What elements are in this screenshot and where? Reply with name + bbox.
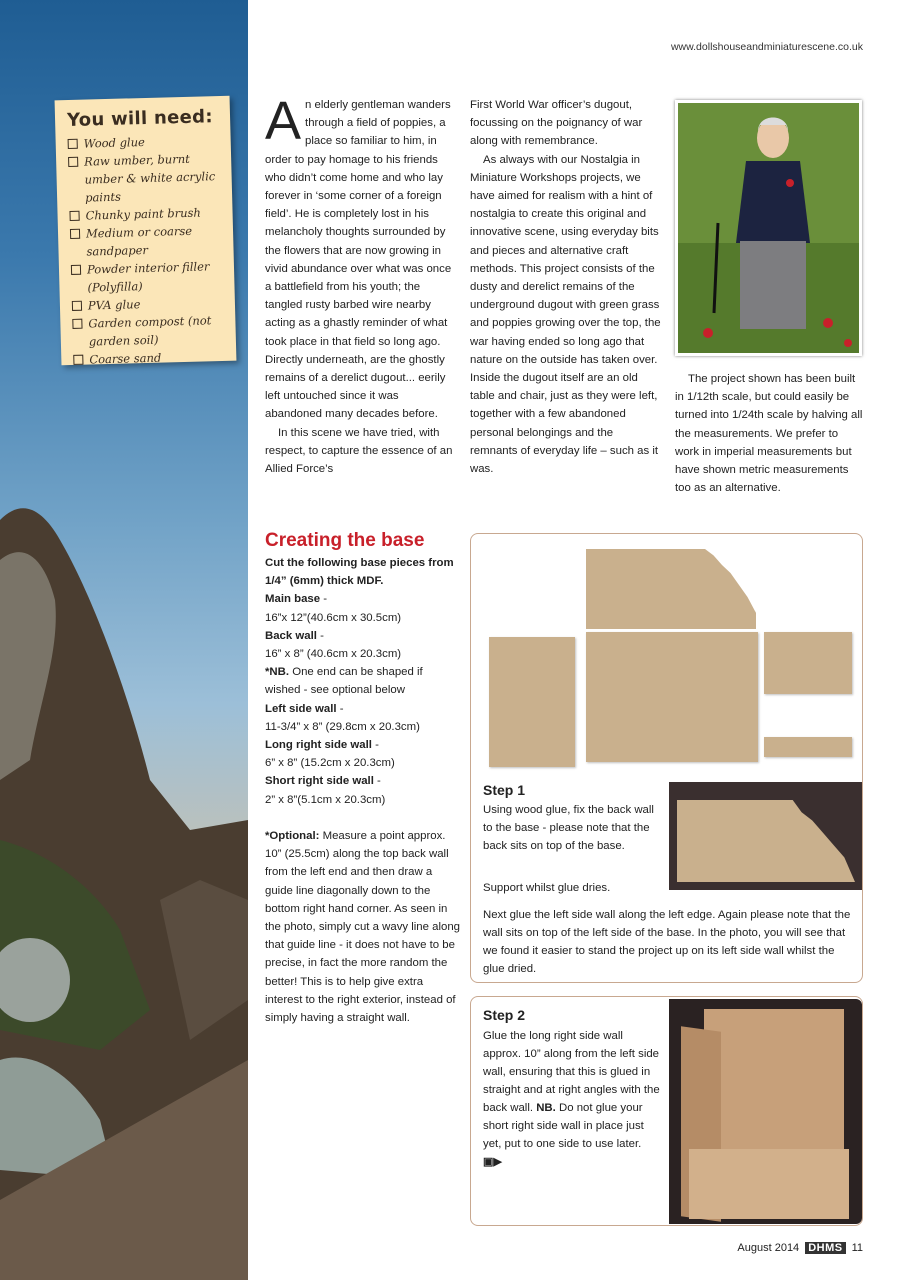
step-1-panel bbox=[470, 533, 863, 983]
materials-item: Medium or coarse sandpaper bbox=[70, 221, 224, 261]
intro-paragraph: First World War officer’s dugout, focussing on the poignancy of war along with remembrance. bbox=[470, 99, 643, 148]
site-url: www.dollshouseandminiaturescene.co.uk bbox=[670, 41, 863, 53]
checkbox-icon bbox=[73, 355, 83, 365]
continue-arrow-icon: ▣▶ bbox=[483, 1156, 502, 1168]
intro-paragraph: As always with our Nostalgia in Miniature Workshops projects, we have aimed for realism with a hint of nostalgia to create this original and innovative scene, using everyday bits and pieces and alternative craft methods. This project consists of the dusty and derelict remains of the underground dugout with green grass and poppies growing over the top, the war having ended so long ago that nature on the outside has taken over. Inside the dugout itself are an old table and chair, just as they were left, together with a few abandoned personal belongings and the remnants of everyday life – such as it was. bbox=[470, 153, 661, 476]
optional-note: *Optional: Measure a point approx. 10” (25.5cm) along the top back wall from the left end and then draw a guide line diagonally down to the bottom right hand corner. As seen in the photo, simply cut a wavy line along that guide line - it does not have to be precise, in fact the more random the better! This is to help give extra interest to the right exterior, instead of simply having a straight wall. bbox=[265, 830, 461, 1025]
mdf-side-wall bbox=[489, 637, 575, 767]
intro-column-2 bbox=[470, 96, 663, 478]
step-2-panel bbox=[470, 996, 863, 1226]
step-text: Glue the long right side wall approx. 10” along from the left side wall, ensuring that this is glued in straight and at right angles with the back wall. NB. Do not glue your short right side wall in place just yet, put to one side to use later. ▣▶ bbox=[483, 1030, 660, 1168]
step-heading: Step 1 bbox=[483, 782, 526, 798]
checkbox-icon bbox=[72, 319, 82, 329]
mdf-long-right-wall bbox=[764, 632, 852, 694]
checkbox-icon bbox=[70, 229, 80, 239]
step-2-photo bbox=[669, 999, 862, 1224]
issue-date: August 2014 bbox=[737, 1242, 800, 1254]
intro-paragraph: The project shown has been built in 1/12th scale, but could easily be turned into 1/24th scale by halving all the measurements. We prefer to work in imperial measurements but have shown metric measurements too as an alternative. bbox=[675, 373, 863, 495]
materials-item: PVA glue bbox=[72, 293, 225, 315]
section-heading: Creating the base bbox=[265, 530, 425, 551]
step-text: Using wood glue, fix the back wall to the base - please note that the back sits on top of the base. bbox=[483, 804, 654, 852]
checkbox-icon bbox=[69, 211, 79, 221]
page-number: 11 bbox=[851, 1242, 863, 1254]
step-text: Support whilst glue dries. bbox=[483, 882, 611, 894]
page-footer bbox=[737, 1242, 863, 1254]
mdf-short-right-wall bbox=[764, 737, 852, 757]
materials-item: Garden compost (not garden soil) bbox=[72, 311, 226, 351]
step-text: Next glue the left side wall along the left edge. Again please note that the wall sits on top of the left side of the base. In the photo, you will see that we found it easier to stand the project up on its left side wall whilst the glue dried. bbox=[483, 909, 851, 975]
intro-paragraph: n elderly gentleman wanders through a field of poppies, a place so familiar to him, in order to pay homage to his friends who didn’t come home and who lay forever in ‘some corner of a foreign field’. He is completely lost in his melancholy thoughts surrounded by the flowers that are now growing in vivid abundance over what was once a battlefield from his youth; the tangled rusty barbed wire nearby acting as a ghastly reminder of what took place in that field so long ago. Directly underneath, are the ghostly remains of a derelict dugout... eerily left untouched since it was abandoned many decades before. bbox=[265, 99, 452, 421]
materials-item: Raw umber, burnt umber & white acrylic paints bbox=[68, 149, 222, 207]
checkbox-icon bbox=[71, 265, 81, 275]
materials-item: Powder interior filler (Polyfilla) bbox=[71, 257, 225, 297]
step-heading: Step 2 bbox=[483, 1007, 526, 1023]
materials-item: Chunky paint brush bbox=[69, 203, 222, 225]
intro-column-3 bbox=[675, 370, 865, 497]
step-1-photo bbox=[669, 782, 862, 890]
gentleman-figure-photo bbox=[675, 100, 862, 356]
materials-title: You will need: bbox=[66, 106, 214, 132]
mdf-back-wall bbox=[586, 549, 756, 629]
base-pieces-list: Cut the following base pieces from 1/4” (6mm) thick MDF. Main base - 16”x 12”(40.6cm x 30.5cm) Back wall - 16” x 8” (40.6cm x 20.3cm) *NB. One end can be shaped if wished - see optional below Left side wall - 11-3/4” x 8” (29.8cm x 20.3cm) Long right side wall - 6” x 8” (15.2cm x 20.3cm) Short right side wall - 2” x 8”(5.1cm x 20.3cm) bbox=[265, 557, 454, 806]
mdf-main-base bbox=[586, 632, 758, 762]
brand-logo: DHMS bbox=[805, 1242, 845, 1254]
drop-cap: A bbox=[265, 91, 302, 151]
checkbox-icon bbox=[68, 139, 78, 149]
materials-item: Wood glue bbox=[67, 131, 220, 153]
checkbox-icon bbox=[68, 157, 78, 167]
intro-column-1 bbox=[265, 91, 458, 478]
materials-item: Coarse sand bbox=[73, 347, 226, 369]
materials-note bbox=[55, 96, 237, 365]
intro-paragraph: In this scene we have tried, with respect, to capture the essence of an Allied Force’s bbox=[265, 426, 453, 476]
checkbox-icon bbox=[72, 301, 82, 311]
